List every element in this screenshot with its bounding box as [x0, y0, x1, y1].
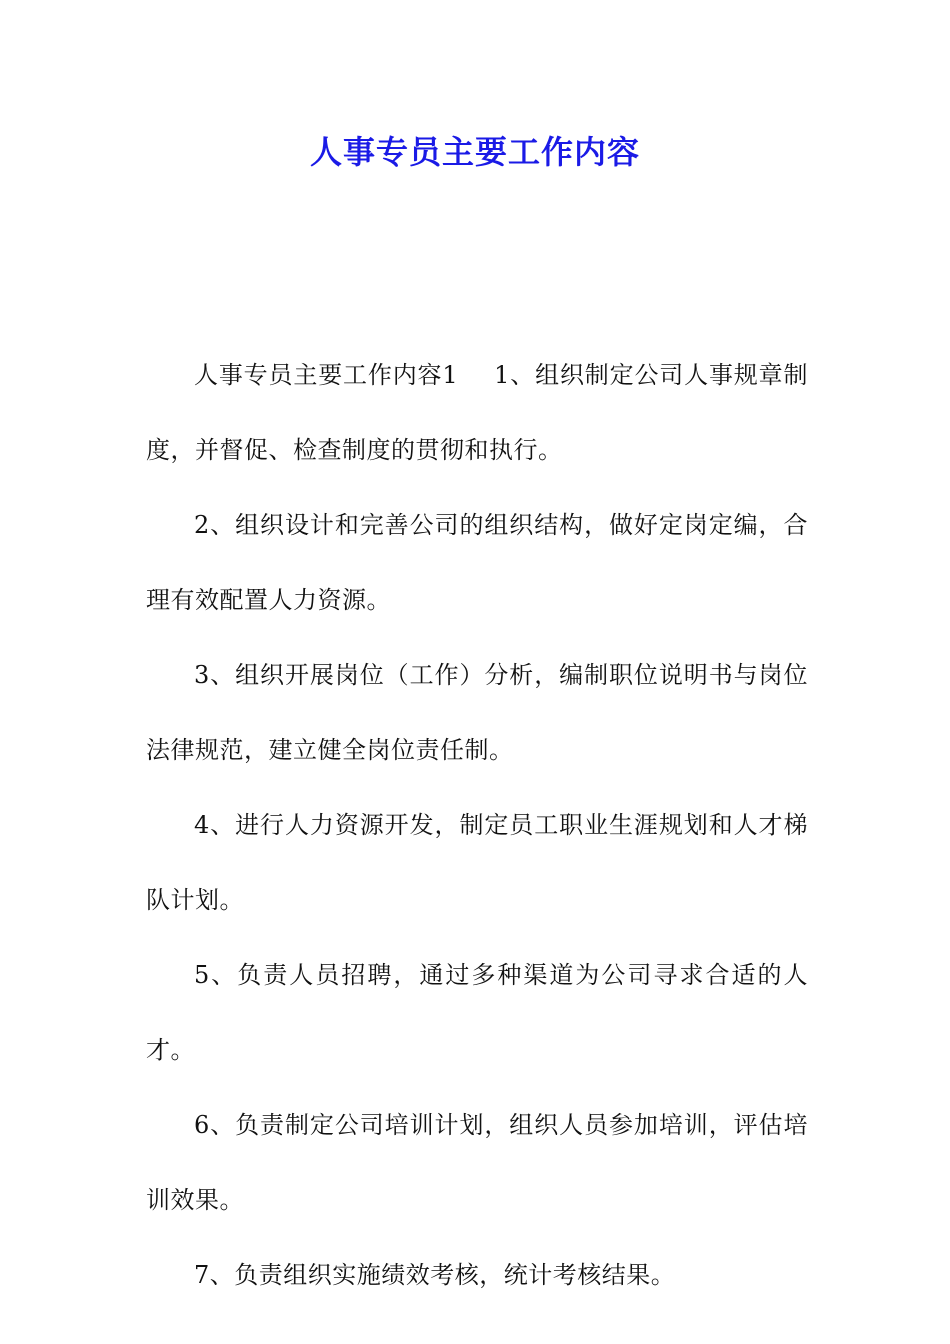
paragraph-6: 6、负责制定公司培训计划，组织人员参加培训，评估培训效果。 — [146, 1111, 808, 1214]
intro-heading: 人事专员主要工作内容1 — [194, 361, 459, 389]
paragraph-1 — [146, 338, 808, 488]
paragraph-3: 3、组织开展岗位（工作）分析，编制职位说明书与岗位法律规范，建立健全岗位责任制。 — [146, 661, 808, 764]
paragraph-7: 7、负责组织实施绩效考核，统计考核结果。 — [194, 1261, 676, 1289]
document-title: 人事专员主要工作内容 — [309, 133, 640, 171]
paragraph-4: 4、进行人力资源开发，制定员工职业生涯规划和人才梯队计划。 — [146, 811, 808, 914]
document-body — [146, 338, 808, 1313]
paragraph-5: 5、负责人员招聘，通过多种渠道为公司寻求合适的人才。 — [146, 961, 808, 1064]
paragraph-2: 2、组织设计和完善公司的组织结构，做好定岗定编，合理有效配置人力资源。 — [146, 511, 808, 614]
paragraph-text: 1、组织制定公司人事规章制度，并督促、检查制度的贯彻和执行。 — [146, 361, 808, 464]
